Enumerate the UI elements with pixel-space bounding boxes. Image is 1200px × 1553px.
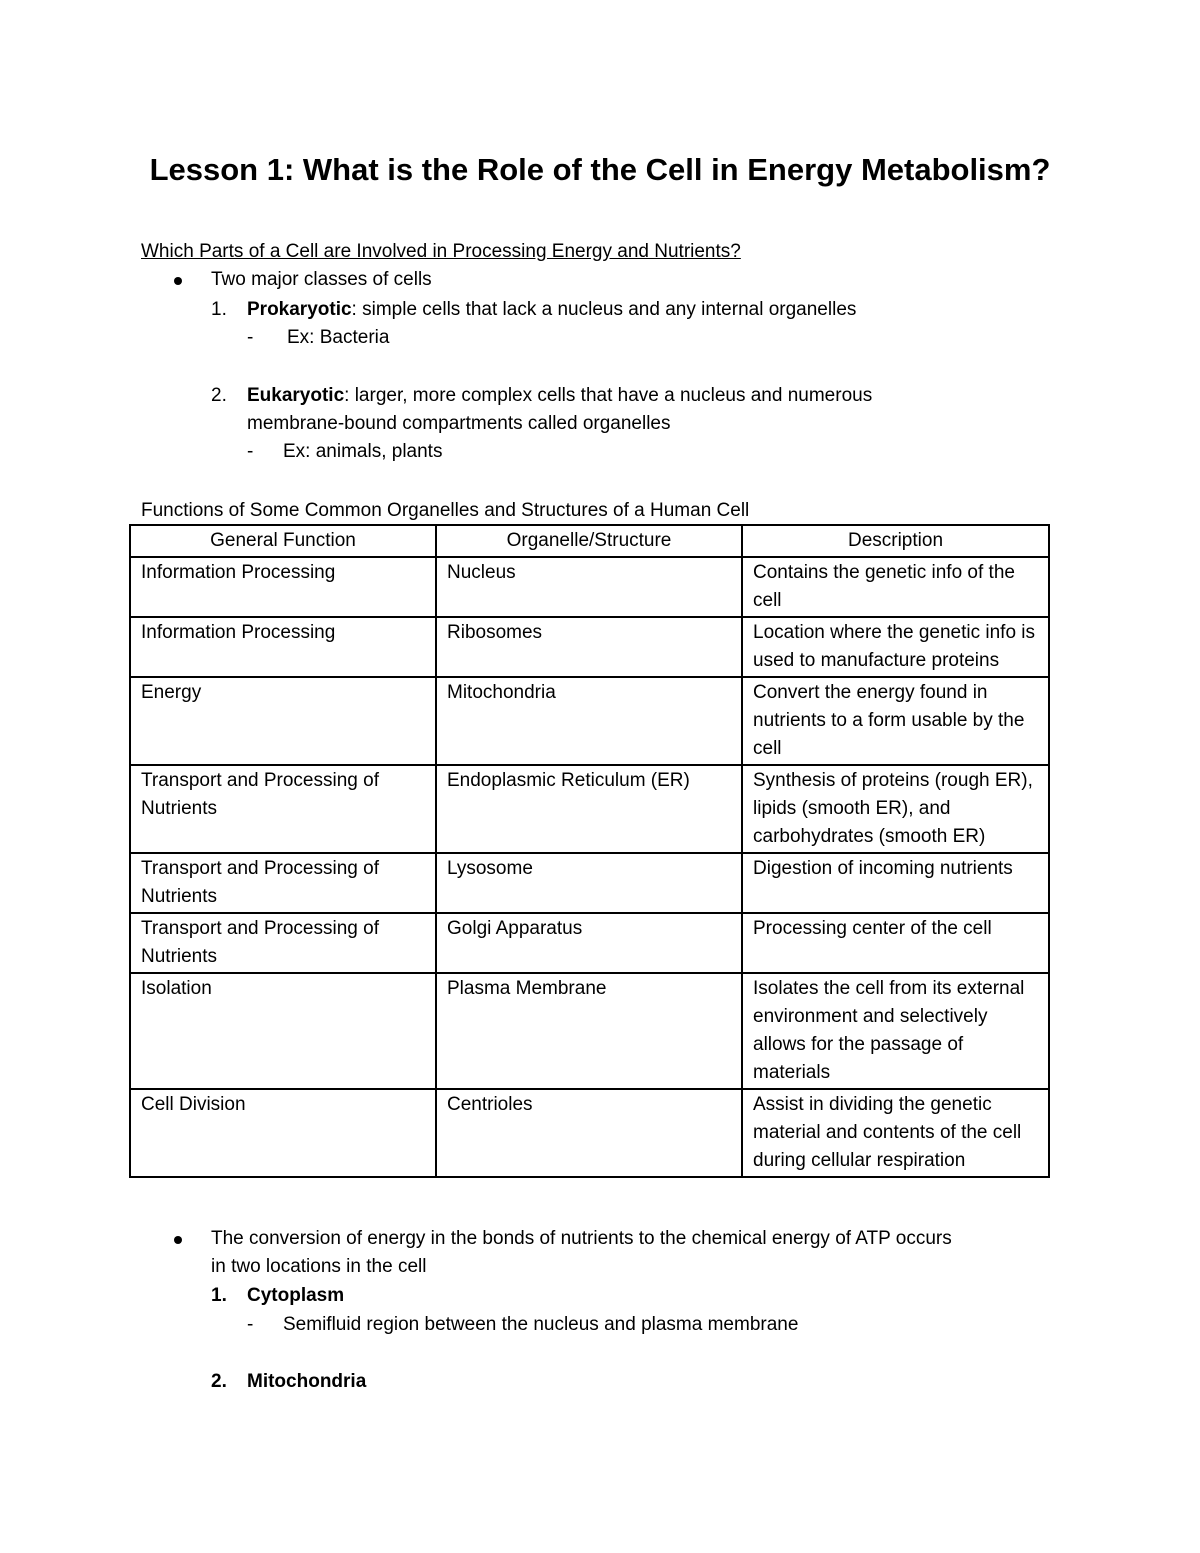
table-cell: Plasma Membrane (436, 973, 742, 1089)
table-cell: Isolates the cell from its external environment and selectively allows for the passage of materials (742, 973, 1049, 1089)
table-cell: Convert the energy found in nutrients to a form usable by the cell (742, 677, 1049, 765)
bullet-text-continued: in two locations in the cell (211, 1256, 427, 1277)
table-cell: Lysosome (436, 853, 742, 913)
table-row (130, 973, 1049, 1089)
table-row (130, 617, 1049, 677)
definition: : simple cells that lack a nucleus and any internal organelles (351, 299, 857, 320)
dash-marker: - (247, 1314, 254, 1335)
dash-marker: - (247, 441, 254, 462)
page-title: Lesson 1: What is the Role of the Cell in Energy Metabolism? (149, 152, 1051, 187)
table-row (130, 913, 1049, 973)
bullet-text: The conversion of energy in the bonds of nutrients to the chemical energy of ATP occurs (211, 1228, 952, 1249)
bullet-icon (174, 1236, 182, 1244)
list-number: 2. (211, 1371, 227, 1392)
table-row (130, 557, 1049, 617)
table-cell: Digestion of incoming nutrients (742, 853, 1049, 913)
table-header-row (130, 525, 1049, 557)
dash-marker: - (247, 327, 254, 348)
organelle-table (129, 524, 1050, 1178)
table-cell: Contains the genetic info of the cell (742, 557, 1049, 617)
list-item-cytoplasm: Cytoplasm (247, 1285, 345, 1306)
term: Eukaryotic (247, 385, 345, 406)
table-cell: Information Processing (130, 557, 436, 617)
bullet-text: Two major classes of cells (211, 269, 432, 290)
term: Prokaryotic (247, 299, 352, 320)
section-heading: Which Parts of a Cell are Involved in Processing Energy and Nutrients? (141, 241, 741, 262)
definition-continued: membrane-bound compartments called organelles (247, 413, 671, 434)
table-cell: Ribosomes (436, 617, 742, 677)
table-cell: Transport and Processing of Nutrients (130, 853, 436, 913)
detail-text: Semifluid region between the nucleus and plasma membrane (283, 1314, 799, 1335)
list-number: 2. (211, 385, 227, 406)
bullet-icon (174, 277, 182, 285)
table-cell: Transport and Processing of Nutrients (130, 765, 436, 853)
list-number: 1. (211, 1285, 227, 1306)
table-row (130, 853, 1049, 913)
table-cell: Golgi Apparatus (436, 913, 742, 973)
example-text: Ex: animals, plants (283, 441, 443, 462)
column-header: Organelle/Structure (436, 525, 742, 557)
list-item-mitochondria: Mitochondria (247, 1371, 367, 1392)
table-cell: Energy (130, 677, 436, 765)
table-cell: Endoplasmic Reticulum (ER) (436, 765, 742, 853)
table-cell: Assist in dividing the genetic material and contents of the cell during cellular respiration (742, 1089, 1049, 1177)
table-cell: Location where the genetic info is used to manufacture proteins (742, 617, 1049, 677)
column-header: Description (742, 525, 1049, 557)
table-cell: Nucleus (436, 557, 742, 617)
table-row (130, 1089, 1049, 1177)
example-text: Ex: Bacteria (287, 327, 390, 348)
list-number: 1. (211, 299, 227, 320)
list-item-prokaryotic (247, 296, 856, 324)
definition: : larger, more complex cells that have a nucleus and numerous (344, 385, 873, 406)
table-cell: Synthesis of proteins (rough ER), lipids (smooth ER), and carbohydrates (smooth ER) (742, 765, 1049, 853)
table-cell: Isolation (130, 973, 436, 1089)
table-row (130, 765, 1049, 853)
table-caption: Functions of Some Common Organelles and Structures of a Human Cell (141, 500, 750, 521)
list-item-eukaryotic (247, 382, 872, 410)
table-cell: Transport and Processing of Nutrients (130, 913, 436, 973)
table-cell: Centrioles (436, 1089, 742, 1177)
table-cell: Information Processing (130, 617, 436, 677)
table-cell: Cell Division (130, 1089, 436, 1177)
table-row (130, 677, 1049, 765)
table-cell: Processing center of the cell (742, 913, 1049, 973)
table-cell: Mitochondria (436, 677, 742, 765)
column-header: General Function (130, 525, 436, 557)
